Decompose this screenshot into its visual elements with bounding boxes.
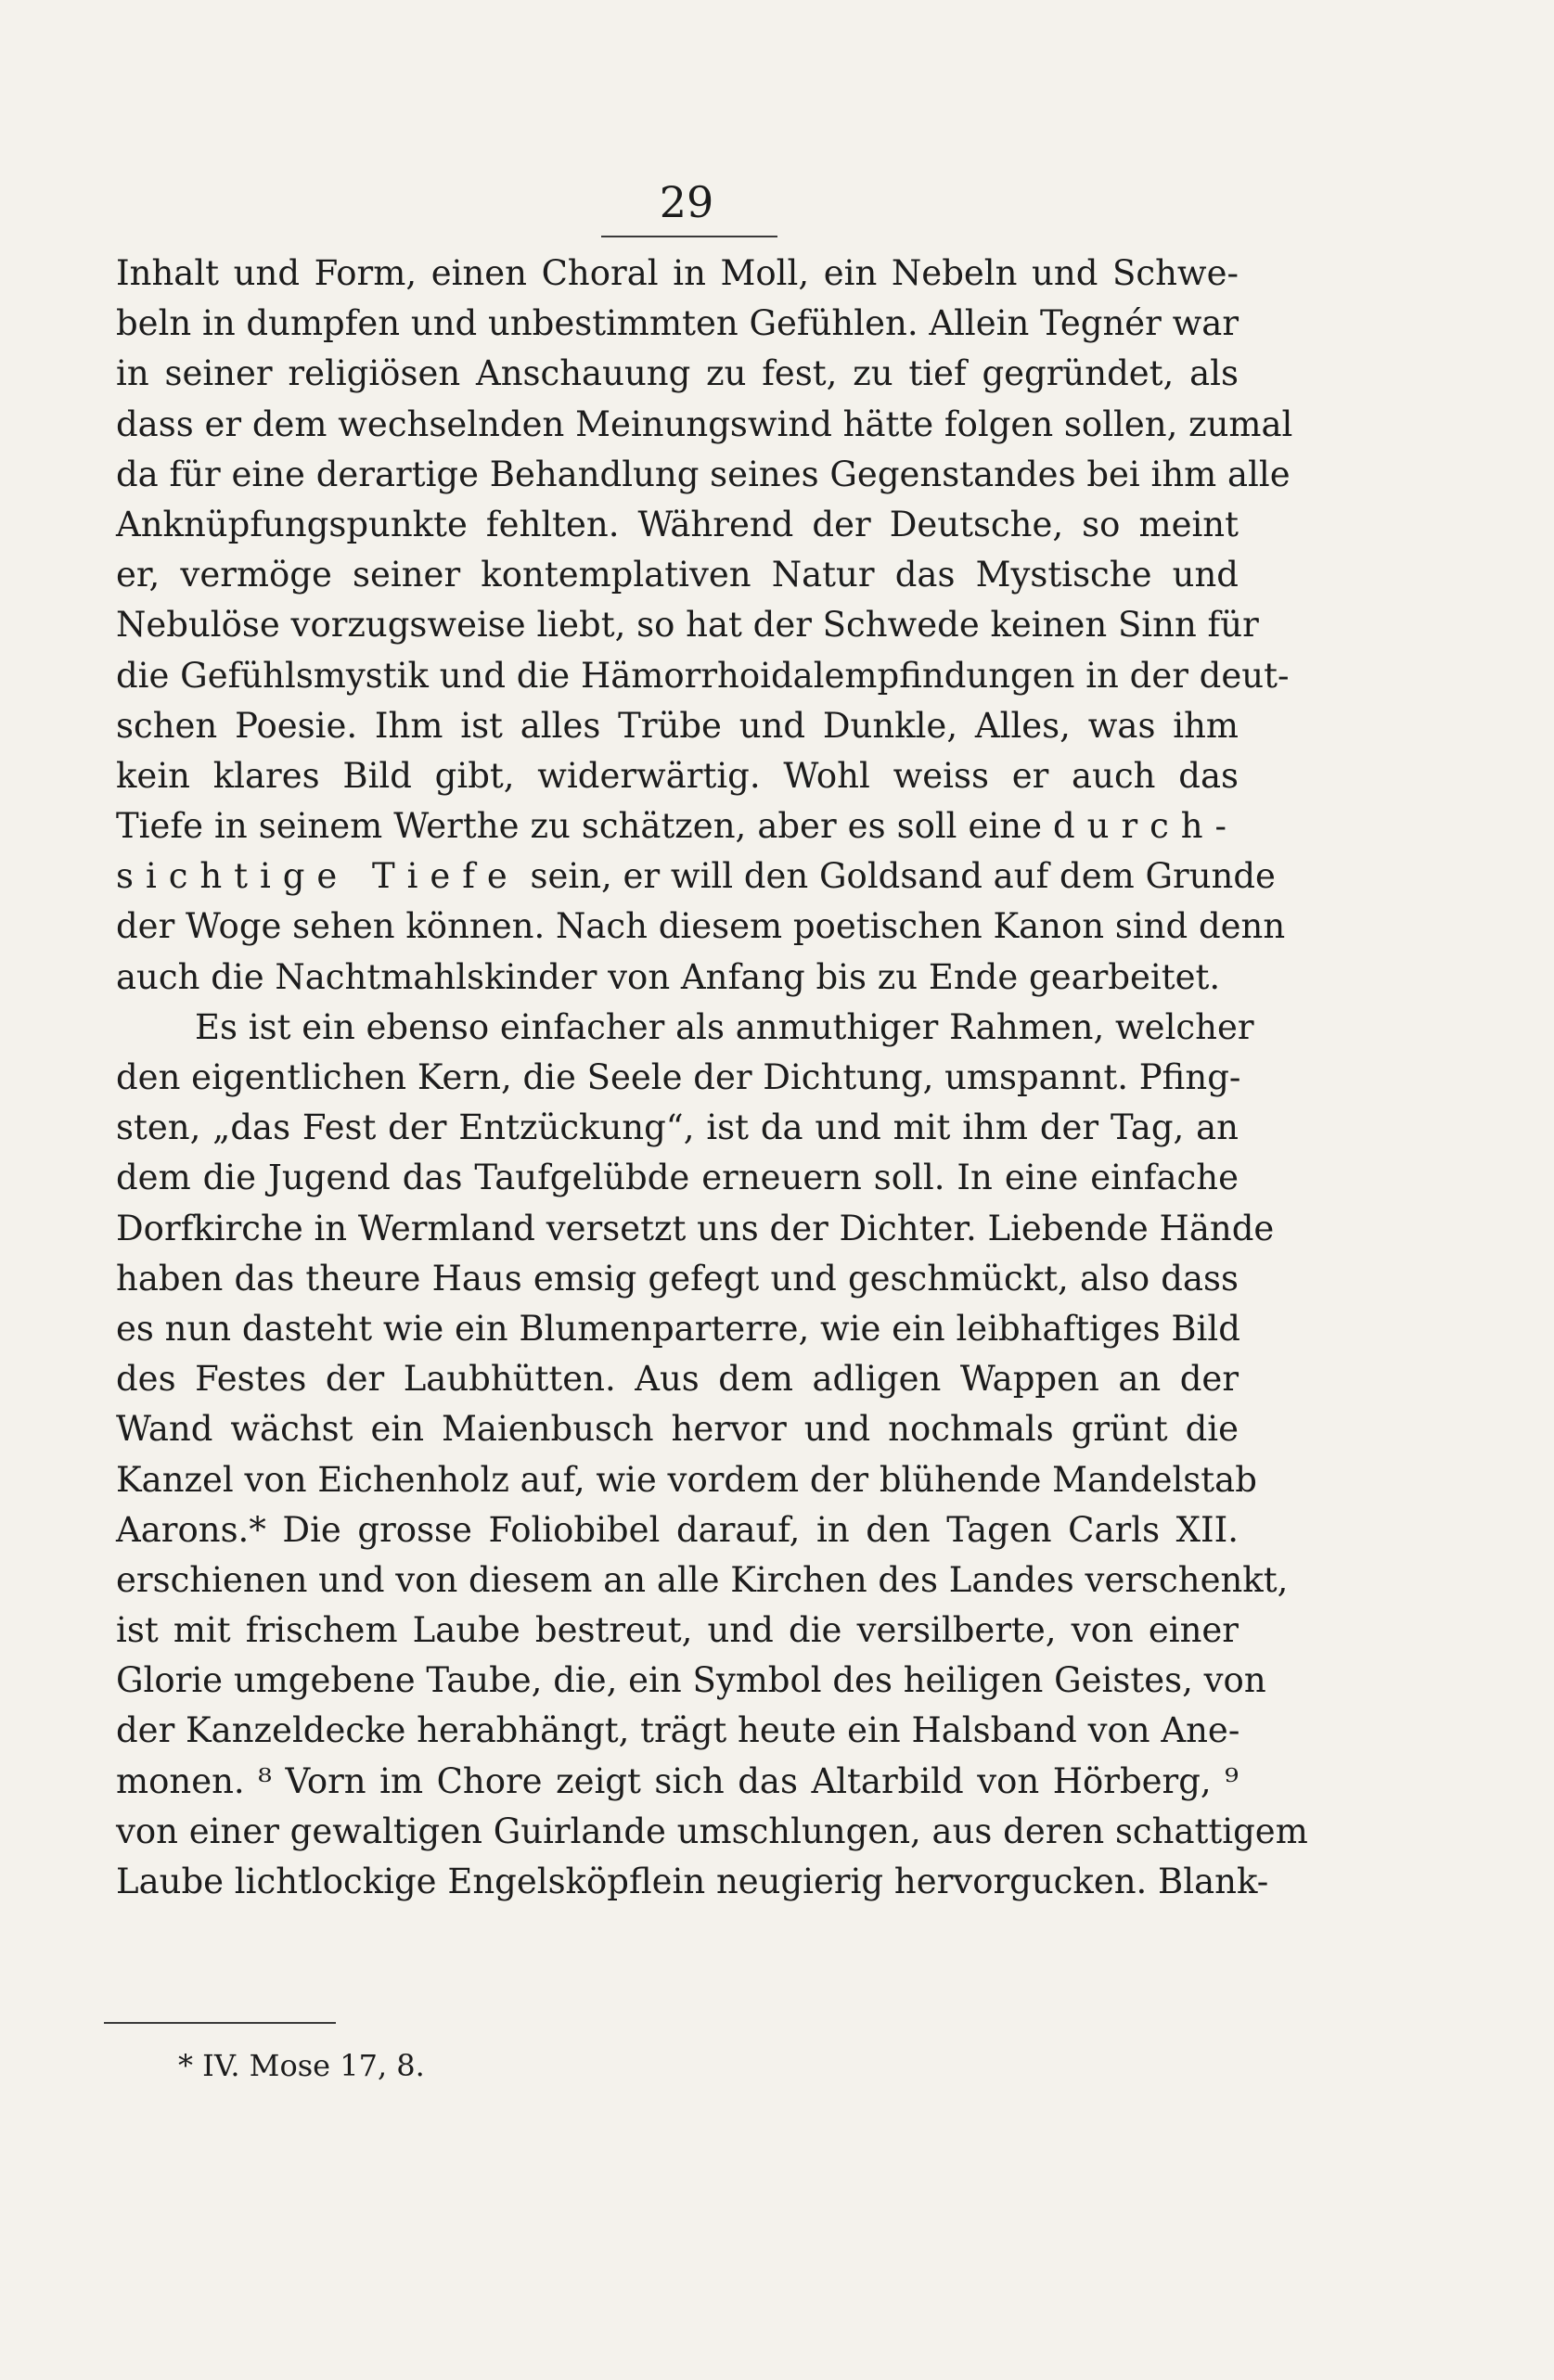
- footnote: * IV. Mose 17, 8.: [178, 2048, 425, 2083]
- text-line: Laube lichtlockige Engelsköpflein neugierig hervorgucken. Blank-: [116, 1862, 1269, 1901]
- text-line: sten, „das Fest der Entzückung“, ist da und mit ihm der Tag, an: [116, 1107, 1239, 1148]
- text-line: Aarons.* Die grosse Foliobibel darauf, in den Tagen Carls XII.: [116, 1509, 1239, 1550]
- spaced-word: durch-: [1053, 806, 1239, 847]
- text-line: erschienen und von diesem an alle Kirchen des Landes verschenkt,: [116, 1559, 1289, 1600]
- text-line: Nebulöse vorzugsweise liebt, so hat der Schwede keinen Sinn für: [116, 605, 1259, 646]
- text-line: der Kanzeldecke herabhängt, trägt heute ein Halsband von Ane-: [116, 1710, 1240, 1751]
- text-line: Es ist ein ebenso einfacher als anmuthiger Rahmen, welcher: [195, 1006, 1254, 1047]
- text-line: Kanzel von Eichenholz auf, wie vordem der blühende Mandelstab: [116, 1459, 1257, 1500]
- text-line: schen Poesie. Ihm ist alles Trübe und Dunkle, Alles, was ihm: [116, 705, 1239, 746]
- text-line: dass er dem wechselnden Meinungswind hätte folgen sollen, zumal: [116, 403, 1293, 444]
- footnote-rule: [104, 2022, 336, 2024]
- text-line: dem die Jugend das Taufgelübde erneuern soll. In eine einfache: [116, 1158, 1239, 1198]
- page-number: 29: [659, 177, 714, 227]
- text-line: ist mit frischem Laube bestreut, und die versilberte, von einer: [116, 1610, 1239, 1651]
- text-line: es nun dasteht wie ein Blumenparterre, wie ein leibhaftiges Bild: [116, 1308, 1240, 1349]
- text-line: den eigentlichen Kern, die Seele der Dichtung, umspannt. Pfing-: [116, 1057, 1241, 1097]
- text-line: kein klares Bild gibt, widerwärtig. Wohl weiss er auch das: [116, 755, 1239, 796]
- text-line: beln in dumpfen und unbestimmten Gefühlen. Allein Tegnér war: [116, 303, 1239, 344]
- spaced-word: sichtige Tiefe: [116, 856, 520, 897]
- text-line: haben das theure Haus emsig gefegt und geschmückt, also dass: [116, 1258, 1239, 1299]
- text-line: des Festes der Laubhütten. Aus dem adligen Wappen an der: [116, 1359, 1239, 1400]
- body-text: [116, 249, 1308, 1907]
- text-line: Anknüpfungspunkte fehlten. Während der Deutsche, so meint: [116, 504, 1239, 544]
- text-segment: sein, er will den Goldsand auf dem Grunde: [530, 856, 1276, 897]
- text-segment: Tiefe in seinem Werthe zu schätzen, aber es soll eine: [116, 806, 1042, 847]
- text-line: [116, 851, 1276, 902]
- text-line: er, vermöge seiner kontemplativen Natur das Mystische und: [116, 555, 1239, 595]
- text-line: in seiner religiösen Anschauung zu fest, zu tief gegründet, als: [116, 353, 1239, 394]
- text-line: Glorie umgebene Taube, die, ein Symbol des heiligen Geistes, von: [116, 1660, 1266, 1701]
- text-line: die Gefühlsmystik und die Hämorrhoidalempfindungen in der deut-: [116, 655, 1290, 696]
- text-line: auch die Nachtmahlskinder von Anfang bis zu Ende gearbeitet.: [116, 956, 1221, 997]
- text-line: da für eine derartige Behandlung seines Gegenstandes bei ihm alle: [116, 454, 1291, 494]
- text-line: Dorfkirche in Wermland versetzt uns der Dichter. Liebende Hände: [116, 1208, 1275, 1248]
- text-line: der Woge sehen können. Nach diesem poetischen Kanon sind denn: [116, 906, 1286, 947]
- text-line: [116, 801, 1239, 851]
- text-line: Wand wächst ein Maienbusch hervor und nochmals grünt die: [116, 1409, 1239, 1450]
- text-line: Inhalt und Form, einen Choral in Moll, ein Nebeln und Schwe-: [116, 253, 1239, 293]
- header-rule: [601, 236, 777, 237]
- text-line: von einer gewaltigen Guirlande umschlungen, aus deren schattigem: [116, 1811, 1308, 1851]
- text-line: monen. ⁸ Vorn im Chore zeigt sich das Altarbild von Hörberg, ⁹: [116, 1760, 1239, 1801]
